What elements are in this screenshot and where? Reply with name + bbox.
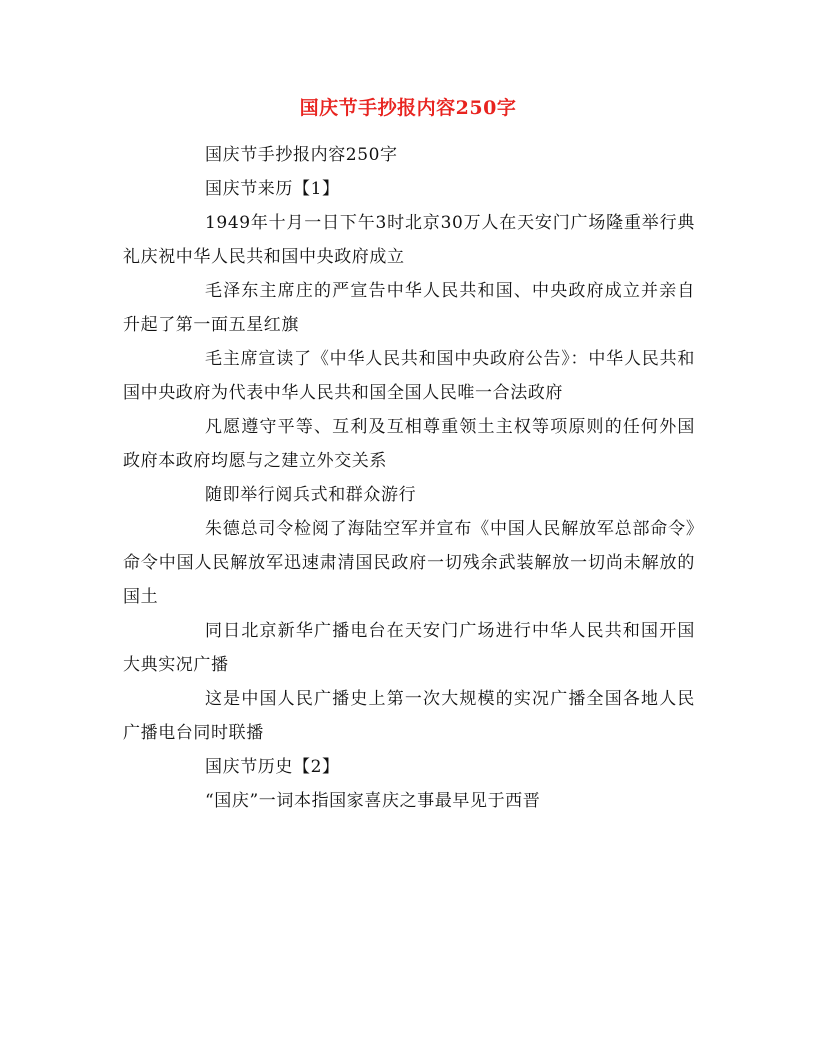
paragraph-subtitle: 国庆节手抄报内容250字 bbox=[205, 145, 398, 165]
paragraph: 凡愿遵守平等、互利及互相尊重领土主权等项原则的任何外国政府本政府均愿与之建立外交关系 bbox=[123, 417, 695, 471]
paragraph: 朱德总司令检阅了海陆空军并宣布《中国人民解放军总部命令》命令中国人民解放军迅速肃清国民政府一切残余武装解放一切尚未解放的国土 bbox=[123, 519, 695, 607]
paragraph: 1949年十月一日下午3时北京30万人在天安门广场隆重举行典礼庆祝中华人民共和国中央政府成立 bbox=[123, 213, 695, 267]
paragraph: “国庆”一词本指国家喜庆之事最早见于西晋 bbox=[205, 791, 541, 811]
paragraph: 毛泽东主席庄的严宣告中华人民共和国、中央政府成立并亲自升起了第一面五星红旗 bbox=[123, 281, 695, 335]
paragraph: 随即举行阅兵式和群众游行 bbox=[205, 485, 417, 505]
paragraph: 同日北京新华广播电台在天安门广场进行中华人民共和国开国大典实况广播 bbox=[123, 621, 695, 675]
document-title: 国庆节手抄报内容250字 bbox=[299, 97, 517, 119]
section-heading-origin: 国庆节来历【1】 bbox=[205, 179, 340, 199]
section-heading-history: 国庆节历史【2】 bbox=[205, 757, 340, 777]
paragraph: 这是中国人民广播史上第一次大规模的实况广播全国各地人民广播电台同时联播 bbox=[123, 689, 695, 743]
document-body bbox=[123, 138, 695, 818]
paragraph: 毛主席宣读了《中华人民共和国中央政府公告》：中华人民共和国中央政府为代表中华人民共和国全国人民唯一合法政府 bbox=[123, 349, 695, 403]
